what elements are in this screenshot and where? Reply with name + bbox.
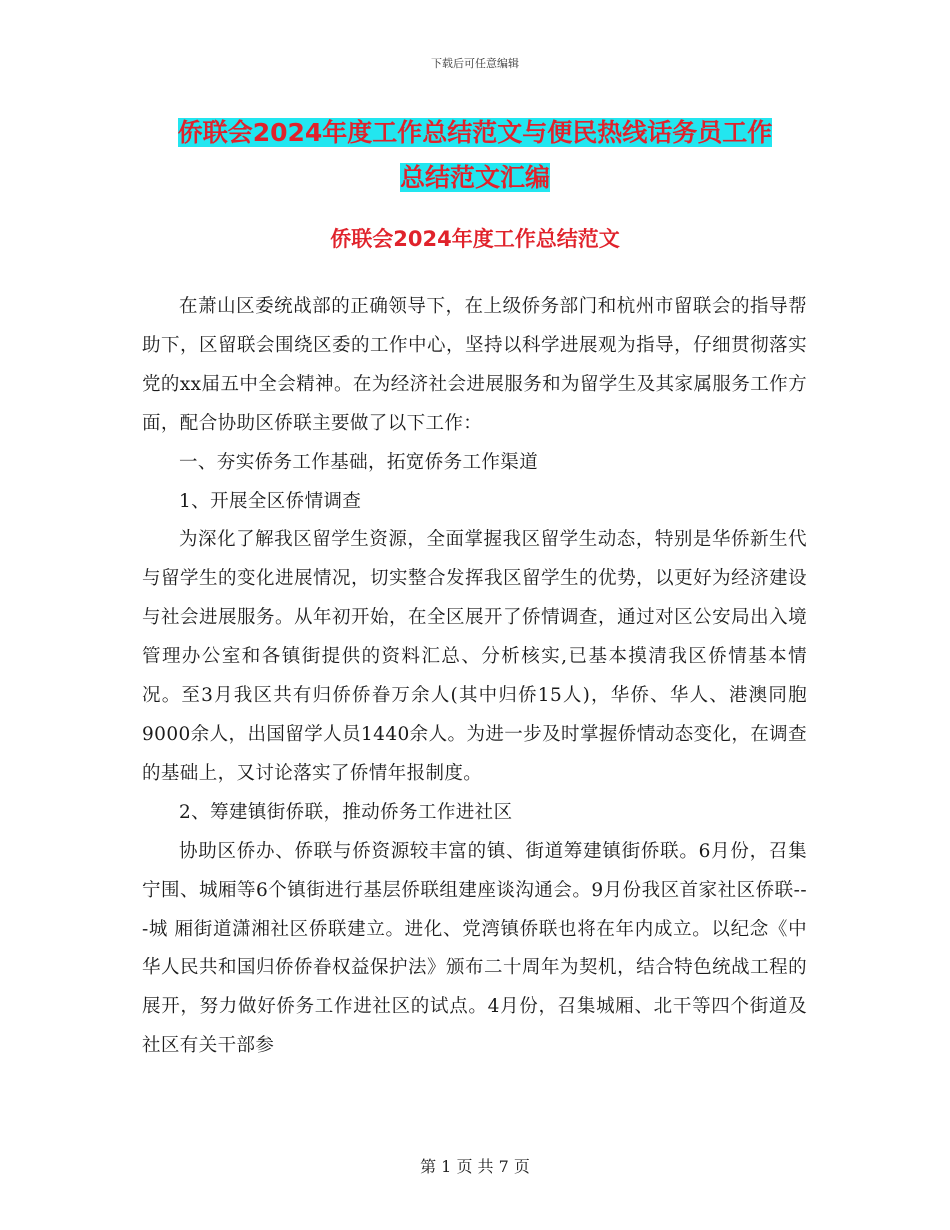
paragraph-community: 协助区侨办、侨联与侨资源较丰富的镇、街道筹建镇街侨联。6月份，召集宁围、城厢等6个镇街进行基层侨联组建座谈沟通会。9月份我区首家社区侨联---城 厢街道潇湘社区侨联建立。进化、党湾镇侨联也将在年内成立。以纪念《中华人民共和国归侨侨眷权益保护法》颁布二十周年为契机，结合特色统战工程的展开，努力做好侨务工作进社区的试点。4月份，召集城厢、北干等四个街道及社区有关干部参: [142, 840, 807, 1057]
heading-item-2: 2、筹建镇街侨联，推动侨务工作进社区: [179, 801, 513, 823]
paragraph-intro: 在萧山区委统战部的正确领导下，在上级侨务部门和杭州市留联会的指导帮助下，区留联会围绕区委的工作中心，坚持以科学进展观为指导，仔细贯彻落实党的xx届五中全会精神。在为经济社会进展服务和为留学生及其家属服务工作方面，配合协助区侨联主要做了以下工作：: [142, 296, 807, 434]
document-title-line-2: 总结范文汇编: [399, 163, 550, 192]
heading-item-1: 1、开展全区侨情调查: [179, 490, 362, 512]
heading-part-1: 一、夯实侨务工作基础，拓宽侨务工作渠道: [179, 451, 539, 473]
body-text: [142, 288, 807, 1066]
page-header-note: 下载后可任意编辑: [431, 57, 519, 70]
section-title: 侨联会2024年度工作总结范文: [330, 227, 620, 251]
page-footer: 第 1 页 共 7 页: [420, 1157, 530, 1176]
document-title-line-1: 侨联会2024年度工作总结范文与便民热线话务员工作: [177, 118, 773, 147]
document-title: [140, 110, 810, 200]
paragraph-survey: 为深化了解我区留学生资源，全面掌握我区留学生动态，特别是华侨新生代与留学生的变化进展情况，切实整合发挥我区留学生的优势，以更好为经济建设与社会进展服务。从年初开始，在全区展开了侨情调查，通过对区公安局出入境管理办公室和各镇街提供的资料汇总、分析核实,已基本摸清我区侨情基本情况。至3月我区共有归侨侨眷万余人(其中归侨15人)，华侨、华人、港澳同胞9000余人，出国留学人员1440余人。为进一步及时掌握侨情动态变化，在调查的基础上，又讨论落实了侨情年报制度。: [142, 529, 807, 784]
